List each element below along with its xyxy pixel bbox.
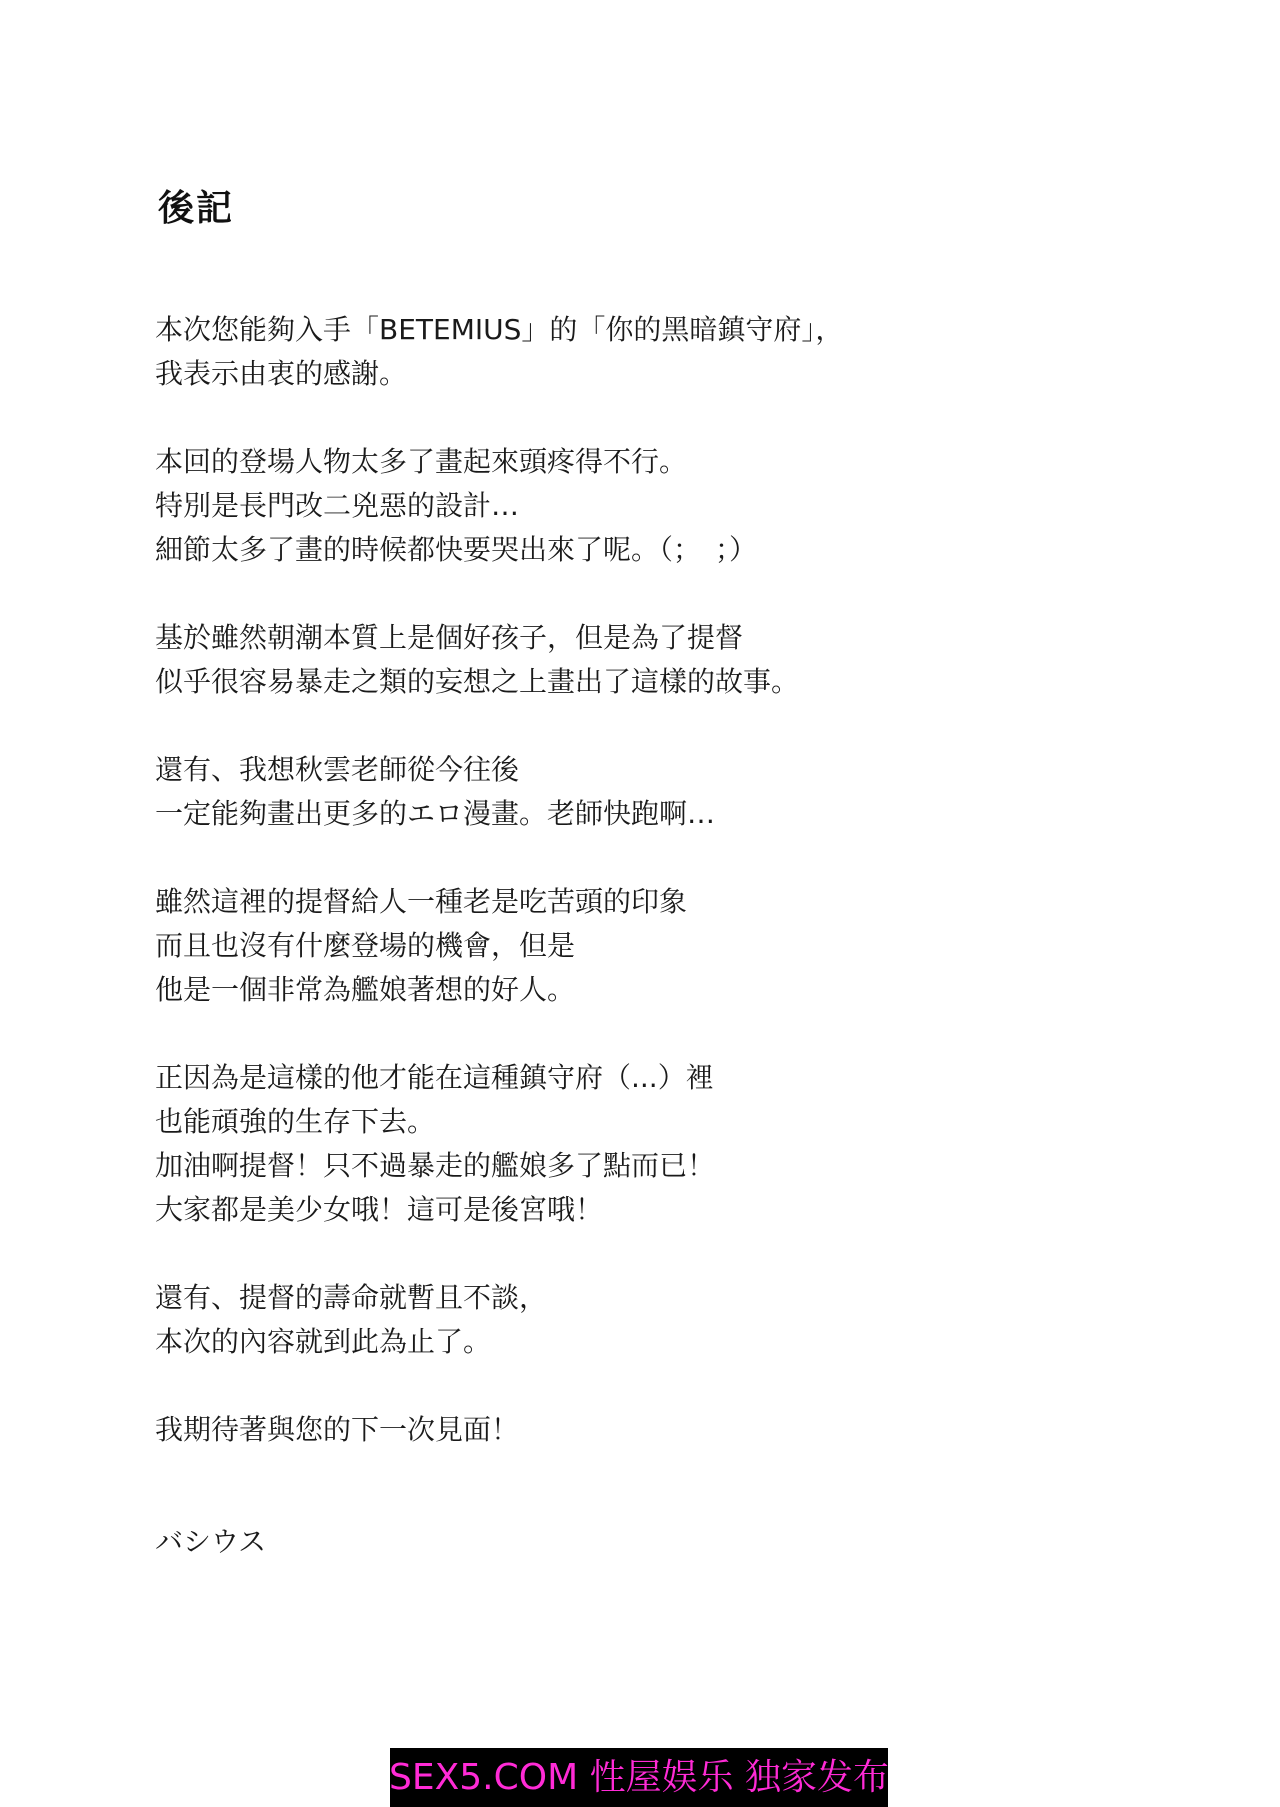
text-line: 而且也沒有什麼登場的機會，但是 — [155, 929, 576, 962]
paragraph-spacer — [155, 1232, 1155, 1276]
text-line: 他是一個非常為艦娘著想的好人。 — [155, 973, 576, 1006]
paragraph-asashio — [155, 616, 1155, 704]
afterword-body — [155, 308, 1155, 1452]
text-line: 本次的內容就到此為止了。 — [155, 1325, 492, 1358]
text-line: 基於雖然朝潮本質上是個好孩子，但是為了提督 — [155, 621, 744, 654]
text-line: 還有、我想秋雲老師從今往後 — [155, 753, 520, 786]
paragraph-spacer — [155, 396, 1155, 440]
paragraph-spacer — [155, 836, 1155, 880]
text-line: 細節太多了畫的時候都快要哭出來了呢。（； ；） — [155, 533, 758, 566]
paragraph-admiral — [155, 880, 1155, 1012]
paragraph-spacer — [155, 1012, 1155, 1056]
paragraph-akigumo — [155, 748, 1155, 836]
watermark-banner — [390, 1748, 888, 1807]
paragraph-characters — [155, 440, 1155, 572]
text-line: 我表示由衷的感謝。 — [155, 357, 408, 390]
page-title: 後記 — [158, 188, 235, 229]
paragraph-farewell — [155, 1408, 1155, 1452]
paragraph-spacer — [155, 572, 1155, 616]
text-line: 似乎很容易暴走之類的妄想之上畫出了這樣的故事。 — [155, 665, 800, 698]
text-line: 也能頑強的生存下去。 — [155, 1105, 436, 1138]
paragraph-spacer — [155, 704, 1155, 748]
text-line: 本回的登場人物太多了畫起來頭疼得不行。 — [155, 445, 688, 478]
text-line: 特別是長門改二兇惡的設計… — [155, 489, 520, 522]
text-line: 雖然這裡的提督給人一種老是吃苦頭的印象 — [155, 885, 688, 918]
paragraph-spacer — [155, 1364, 1155, 1408]
watermark-text: SEX5.COM 性屋娱乐 独家发布 — [388, 1756, 890, 1798]
text-line: 一定能夠畫出更多的エロ漫畫。老師快跑啊… — [155, 797, 716, 830]
text-line: 大家都是美少女哦！這可是後宮哦！ — [155, 1193, 604, 1226]
author-signature: バシウス — [155, 1525, 267, 1558]
text-line: 加油啊提督！只不過暴走的艦娘多了點而已！ — [155, 1149, 716, 1182]
paragraph-cheer — [155, 1056, 1155, 1232]
text-line: 本次您能夠入手「BETEMIUS」的「你的黑暗鎮守府」， — [155, 313, 844, 346]
text-line: 還有、提督的壽命就暫且不談， — [155, 1281, 548, 1314]
text-line: 正因為是這樣的他才能在這種鎮守府（...）裡 — [155, 1061, 714, 1094]
paragraph-thanks — [155, 308, 1155, 396]
text-line: 我期待著與您的下一次見面！ — [155, 1413, 520, 1446]
paragraph-closing — [155, 1276, 1155, 1364]
